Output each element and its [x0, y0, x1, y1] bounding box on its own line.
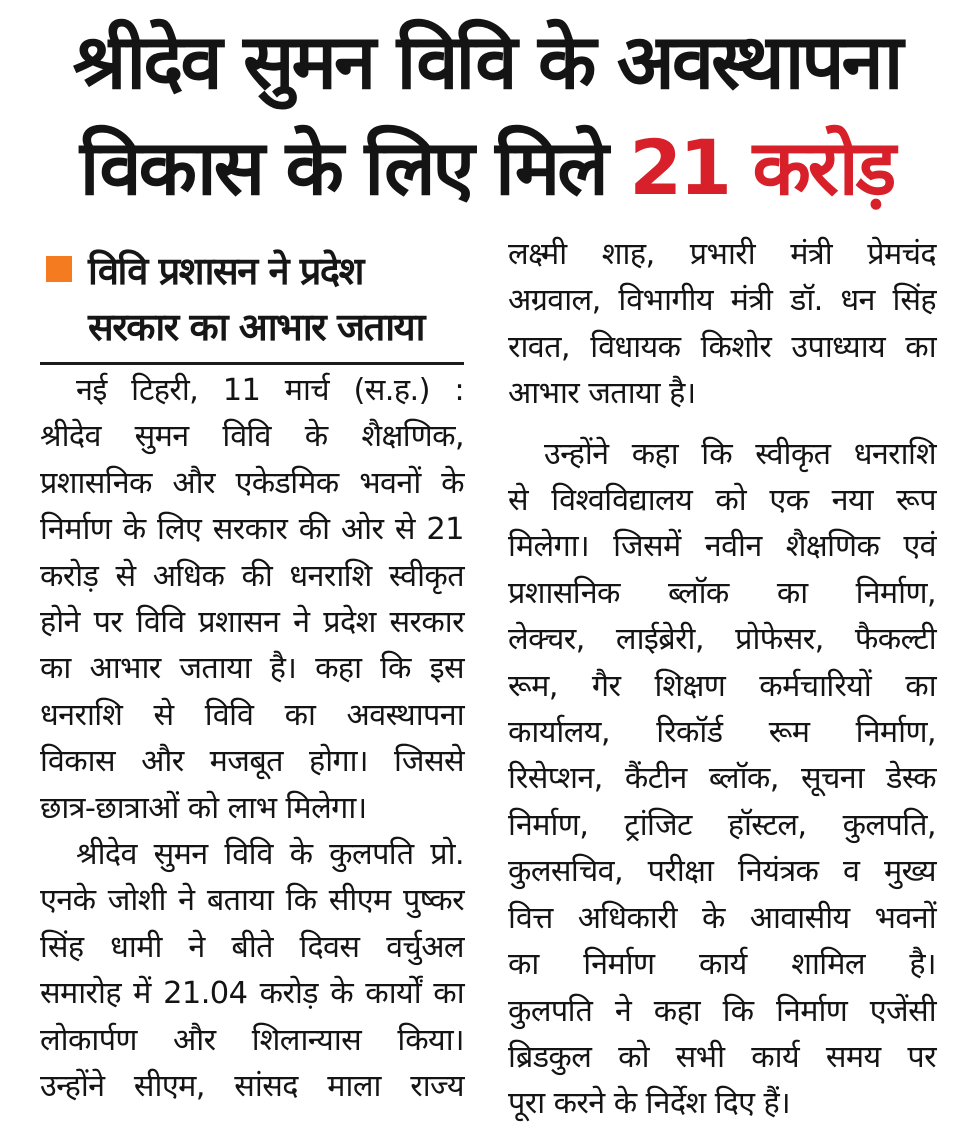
body-line: का निर्माण कार्य शामिल है।: [508, 947, 936, 983]
body-line: छात्र-छात्राओं को लाभ मिलेगा।: [40, 790, 367, 826]
body-line: उन्होंने कहा कि स्वीकृत धनराशि: [544, 436, 936, 472]
subheadline-block: [40, 236, 464, 364]
body-line: वित्त अधिकारी के आवासीय भवनों: [508, 900, 936, 936]
body-line: एनके जोशी ने बताया कि सीएम पुष्कर: [40, 883, 464, 919]
body-line: अग्रवाल, विभागीय मंत्री डॉ. धन सिंह: [508, 283, 936, 319]
article-column-left: [40, 368, 464, 1111]
orange-bullet-icon: [46, 256, 72, 282]
body-line: कार्यालय, रिकॉर्ड रूम निर्माण,: [508, 715, 936, 751]
body-line: कुलसचिव, परीक्षा नियंत्रक व मुख्य: [508, 854, 936, 890]
body-line: विकास और मजबूत होगा। जिससे: [40, 744, 464, 780]
body-line: आभार जताया है।: [508, 376, 696, 412]
headline-line-1: श्रीदेव सुमन विवि के अवस्थापना: [72, 17, 901, 106]
body-line: उन्होंने सीएम, सांसद माला राज्य: [40, 1069, 464, 1105]
subheadline-divider: [40, 362, 464, 365]
subheadline-line-2: सरकार का आभार जताया: [88, 305, 425, 349]
body-line: से विश्वविद्यालय को एक नया रूप: [508, 483, 936, 519]
body-line: होने पर विवि प्रशासन ने प्रदेश सरकार: [40, 605, 464, 641]
body-line: रिसेप्शन, कैंटीन ब्लॉक, सूचना डेस्क: [508, 761, 936, 797]
body-line: श्रीदेव सुमन विवि के कुलपति प्रो.: [76, 837, 464, 873]
body-line: श्रीदेव सुमन विवि के शैक्षणिक,: [40, 419, 464, 455]
body-line: निर्माण के लिए सरकार की ओर से 21: [40, 512, 464, 548]
body-line: लोकार्पण और शिलान्यास किया।: [40, 1022, 464, 1058]
body-line: समारोह में 21.04 करोड़ के कार्यों का: [40, 976, 464, 1012]
headline-amount-highlight: 21 करोड़: [629, 123, 894, 212]
body-line: धनराशि से विवि का अवस्थापना: [40, 697, 464, 733]
headline-line-2-main: विकास के लिए मिले: [79, 123, 630, 212]
body-line: लक्ष्मी शाह, प्रभारी मंत्री प्रेमचंद: [508, 237, 936, 272]
body-line: कुलपति ने कहा कि निर्माण एजेंसी: [508, 993, 936, 1029]
body-line: ब्रिडकुल को सभी कार्य समय पर: [508, 1039, 936, 1075]
body-line: रावत, विधायक किशोर उपाध्याय का: [508, 329, 936, 365]
body-line: नई टिहरी, 11 मार्च (स.ह.) :: [76, 373, 464, 408]
subheadline-line-1: विवि प्रशासन ने प्रदेश: [88, 249, 363, 293]
body-line: का आभार जताया है। कहा कि इस: [40, 651, 464, 687]
body-line: मिलेगा। जिसमें नवीन शैक्षणिक एवं: [508, 529, 936, 565]
article-column-right: [508, 232, 936, 1128]
body-line: प्रशासनिक और एकेडमिक भवनों के: [40, 465, 464, 501]
paragraph-gap: [508, 418, 936, 432]
body-line: करोड़ से अधिक की धनराशि स्वीकृत: [40, 558, 464, 594]
body-line: प्रशासनिक ब्लॉक का निर्माण,: [508, 575, 936, 611]
body-line: रूम, गैर शिक्षण कर्मचारियों का: [508, 668, 936, 704]
body-line: सिंह धामी ने बीते दिवस वर्चुअल: [40, 929, 464, 965]
article-headline: [0, 0, 973, 225]
body-line: निर्माण, ट्रांजिट हॉस्टल, कुलपति,: [508, 807, 936, 843]
body-line: पूरा करने के निर्देश दिए हैं।: [508, 1086, 791, 1122]
body-line: लेक्चर, लाईब्रेरी, प्रोफेसर, फैकल्टी: [508, 622, 936, 658]
headline-line-2: [0, 118, 973, 218]
